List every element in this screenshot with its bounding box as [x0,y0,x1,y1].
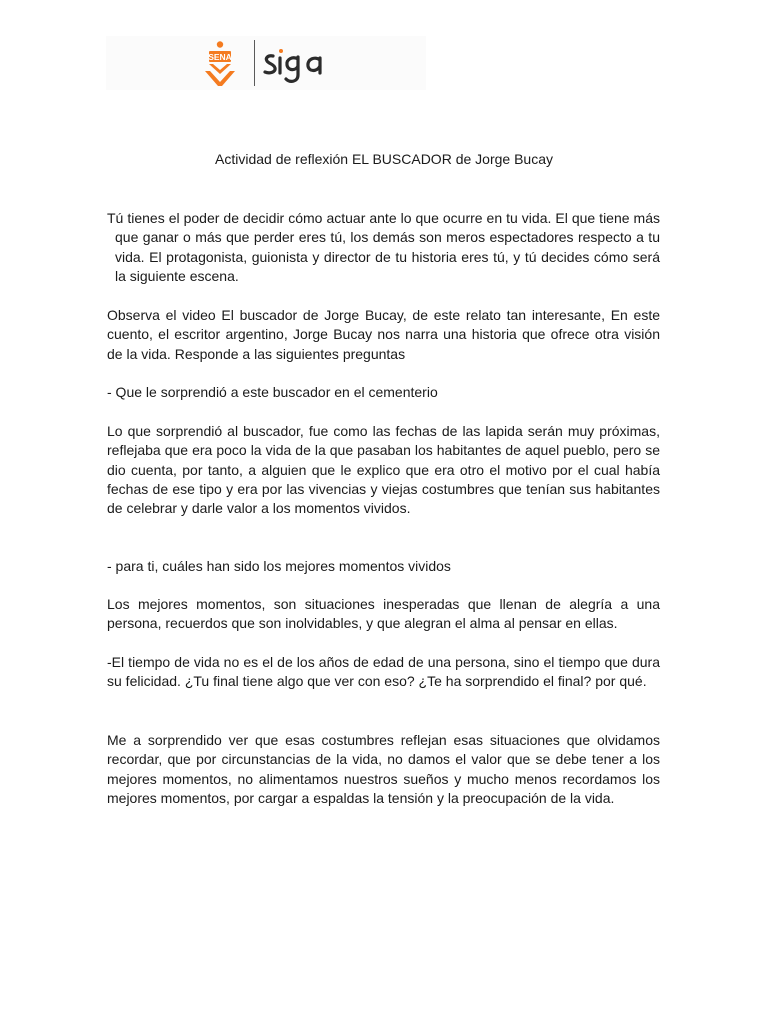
paragraph-video [107,306,660,364]
answer-3-text: Me a sorprendido ver que esas costumbres reflejan esas situaciones que olvidamos recordar, que por circunstancias de la vida, no damos el valor que se debe tener a los mejores momentos, no alimentamos nuestros sueños y mucho menos recordamos los mejores momentos, por cargar a espaldas la tensión y la preocupación de la vida. [107,732,660,806]
paragraph-intro [107,209,660,286]
answer-2-text: Los mejores momentos, son situaciones inesperadas que llenan de alegría a una persona, recuerdos que son inolvidables, y que alegran el alma al pensar en ellas. [107,596,660,632]
question-2 [107,557,660,576]
paragraph-intro-text: Tú tienes el poder de decidir cómo actuar ante lo que ocurre en tu vida. El que tiene más que ganar o más que perder eres tú, los demás son meros espectadores respecto a tu vida. El protagonista, guionista y director de tu historia eres tú, y tú decides cómo será la siguiente escena. [107,210,660,284]
paragraph-video-text: Observa el video El buscador de Jorge Bucay, de este relato tan interesante, En este cuento, el escritor argentino, Jorge Bucay nos narra una historia que ofrece otra visión de la vida. Responde a las siguientes preguntas [107,307,660,362]
answer-1 [107,422,660,518]
question-1 [107,383,660,402]
answer-1-text: Lo que sorprendió al buscador, fue como las fechas de las lapida serán muy próximas, reflejaba que era poco la vida de la que pasaban los habitantes de aquel pueblo, pero se dio cuenta, por tanto, a alguien que le explico que era otro el motivo por el cual había fechas de ese tipo y era por las vivencias y viejas costumbres que tenían sus habitantes de celebrar y darle valor a los momentos vividos. [107,423,660,517]
question-2-text: - para ti, cuáles han sido los mejores momentos vividos [107,558,451,574]
question-1-text: - Que le sorprendió a este buscador en el cementerio [107,384,438,400]
question-3-text: -El tiempo de vida no es el de los años de edad de una persona, sino el tiempo que dura su felicidad. ¿Tu final tiene algo que ver con eso? ¿Te ha sorprendido el final? por qué. [107,654,660,690]
logo-divider [254,40,255,86]
sena-logo-icon [196,40,244,88]
siga-wordmark-logo [262,42,342,86]
question-3 [107,653,660,692]
answer-3 [107,731,660,808]
answer-2 [107,595,660,634]
document-title: Actividad de reflexión EL BUSCADOR de Jorge Bucay [215,151,553,167]
sena-logo-text: SENA [208,52,232,62]
